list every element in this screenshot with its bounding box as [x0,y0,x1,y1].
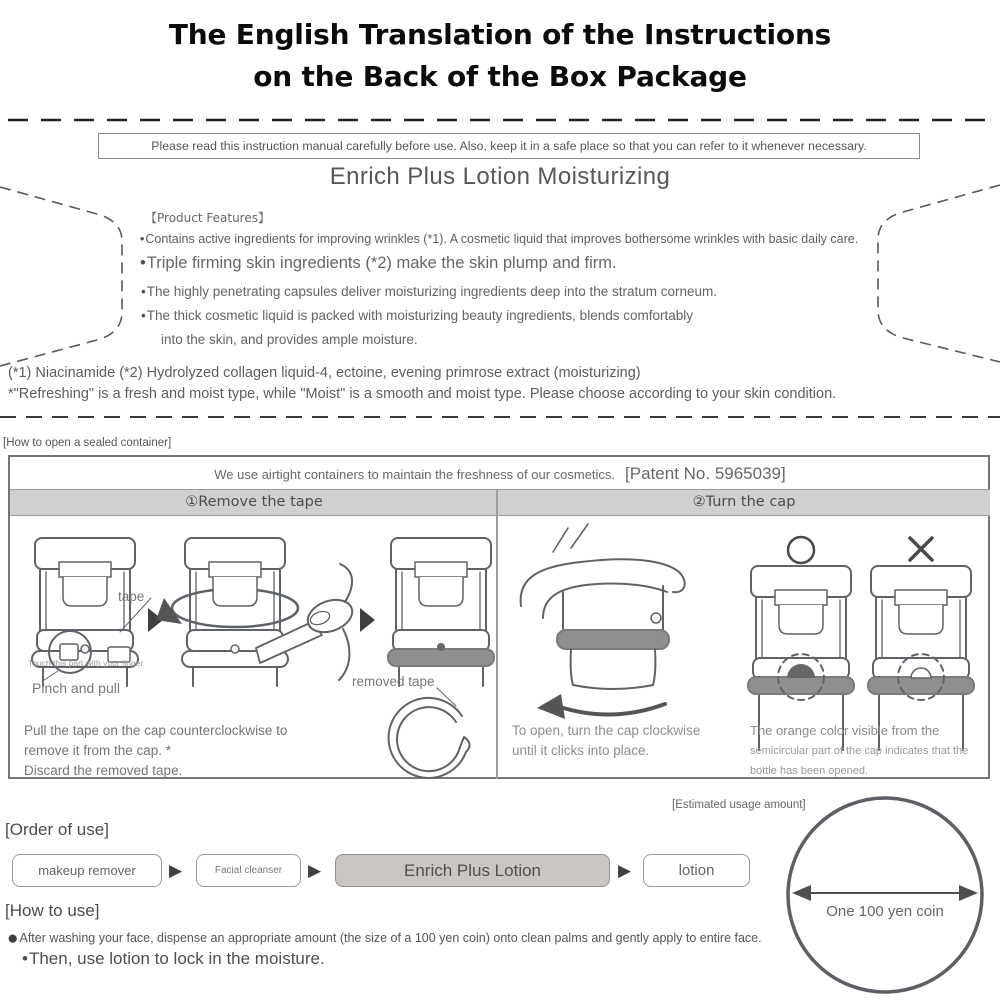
flow-arrow-icon: ▶ [169,861,183,881]
feature-item-text: Contains active ingredients for improving wrinkles (*1). A cosmetic liquid that improves bothersome wrinkles with basic daily care. [145,232,859,246]
tape-removed-illustration [388,538,494,686]
notice-text: Please read this instruction manual carefully before use. Also, keep it in a safe place so that you can refer to it whenever necessary. [151,139,867,153]
feature-item [140,254,617,273]
step2-heading: ②Turn the cap [692,494,796,510]
feature-item-text: The highly penetrating capsules deliver moisturizing ingredients deep into the stratum corneum. [146,284,718,299]
arrow-left-head-icon [792,885,811,901]
order-step-makeup-remover [12,854,162,887]
order-step-facial-cleanser [196,854,301,887]
step1-caption-line: Pull the tape on the cap counterclockwise to [24,723,288,738]
bullet-icon: ● [7,928,19,949]
feature-item-continuation: into the skin, and provides ample moisture. [161,332,418,347]
step2-caption-line: The orange color visible from the [750,723,940,738]
pulling-tape-illustration [156,538,357,686]
feature-item [140,232,858,246]
order-step-label: Enrich Plus Lotion [403,860,542,880]
bullet-icon: • [141,284,146,299]
step-header-band [10,489,990,516]
step1-heading: ①Remove the tape [185,494,323,510]
coin-size-label: One 100 yen coin [826,903,944,920]
feature-item-text: Triple firming skin ingredients (*2) make the skin plump and firm. [146,254,617,272]
feature-item [141,308,693,323]
cap-not-opened-illustration [868,538,974,750]
how-to-use-step1-text: After washing your face, dispense an appropriate amount (the size of a 100 yen coin) onto clean palms and gently apply to entire face. [19,931,762,945]
airtight-intro-text: We use airtight containers to maintain the freshness of our cosmetics. [214,466,616,482]
step1-caption [24,721,287,781]
cap-opened-ok-illustration [748,537,854,750]
product-title: Enrich Plus Lotion Moisturizing [329,163,671,190]
order-of-use-heading: [Order of use] [5,820,109,839]
next-step-arrow-icon [360,608,375,632]
footnote-ingredients: (*1) Niacinamide (*2) Hydrolyzed collagen liquid-4, ectoine, evening primrose extract (moisturizing) [8,365,641,381]
ok-circle-icon [788,537,814,563]
removed-tape-label: removed tape [352,674,435,689]
left-box-flap-outline [0,187,122,366]
arrow-right-head-icon [959,885,978,901]
how-to-use-heading: [How to use] [5,901,100,920]
step2-caption-orange [750,721,968,781]
how-to-open-section-label: [How to open a sealed container] [3,437,172,449]
step2-caption-line: bottle has been opened. [750,765,869,777]
removed-tape-ring-illustration [389,698,470,778]
touch-part-label: Touch this part with your finger [28,658,144,668]
bullet-icon: • [22,949,28,968]
features-heading: 【Product Features】 [145,211,270,225]
removed-tape-leader-line [437,688,456,706]
order-step-label: Facial cleanser [214,865,283,876]
coin-size-illustration [785,795,985,995]
page-title-line1: The English Translation of the Instructions [168,18,832,51]
airtight-intro-row [10,459,990,489]
step2-caption-line: semicircular part of the cap indicates that the [750,745,969,757]
order-step-label: makeup remover [38,863,136,878]
page-title [0,14,1000,98]
tape-label: tape [118,589,145,604]
how-to-use-step2-text: Then, use lotion to lock in the moisture. [28,949,325,968]
step2-caption-line: To open, turn the cap clockwise [512,723,701,738]
bullet-icon: • [140,254,146,272]
turn-cap-hand-illustration [521,524,685,719]
step2-caption-line: until it clicks into place. [512,743,650,758]
coin-circle [788,798,982,992]
ng-cross-icon [910,538,932,560]
right-box-flap-outline [878,185,1000,362]
estimated-usage-heading: [Estimated usage amount] [672,799,806,811]
how-to-use-step1 [7,928,762,950]
flow-arrow-icon: ▶ [308,861,322,881]
how-to-use-step2 [22,949,325,969]
step1-caption-line: Discard the removed tape. [24,763,183,778]
step1-caption-line: remove it from the cap. * [24,743,172,758]
bullet-icon: • [140,232,145,246]
feature-item [141,284,717,299]
order-step-label: lotion [678,862,715,879]
notice-banner [98,133,920,159]
step2-caption-open [512,721,700,761]
page-title-line2: on the Back of the Box Package [253,60,747,93]
feature-item-text: The thick cosmetic liquid is packed with moisturizing beauty ingredients, blends comfortably [146,308,693,323]
order-step-enrich-plus-lotion [335,854,610,887]
flow-arrow-icon: ▶ [618,861,632,881]
patent-number: [Patent No. 5965039] [625,464,786,483]
bullet-icon: • [141,308,146,323]
order-step-lotion [643,854,750,887]
pinch-and-pull-label: Pinch and pull [32,680,120,696]
footnote-types: *"Refreshing" is a fresh and moist type, while "Moist" is a smooth and moist type. Please choose according to your skin condition. [8,386,837,402]
